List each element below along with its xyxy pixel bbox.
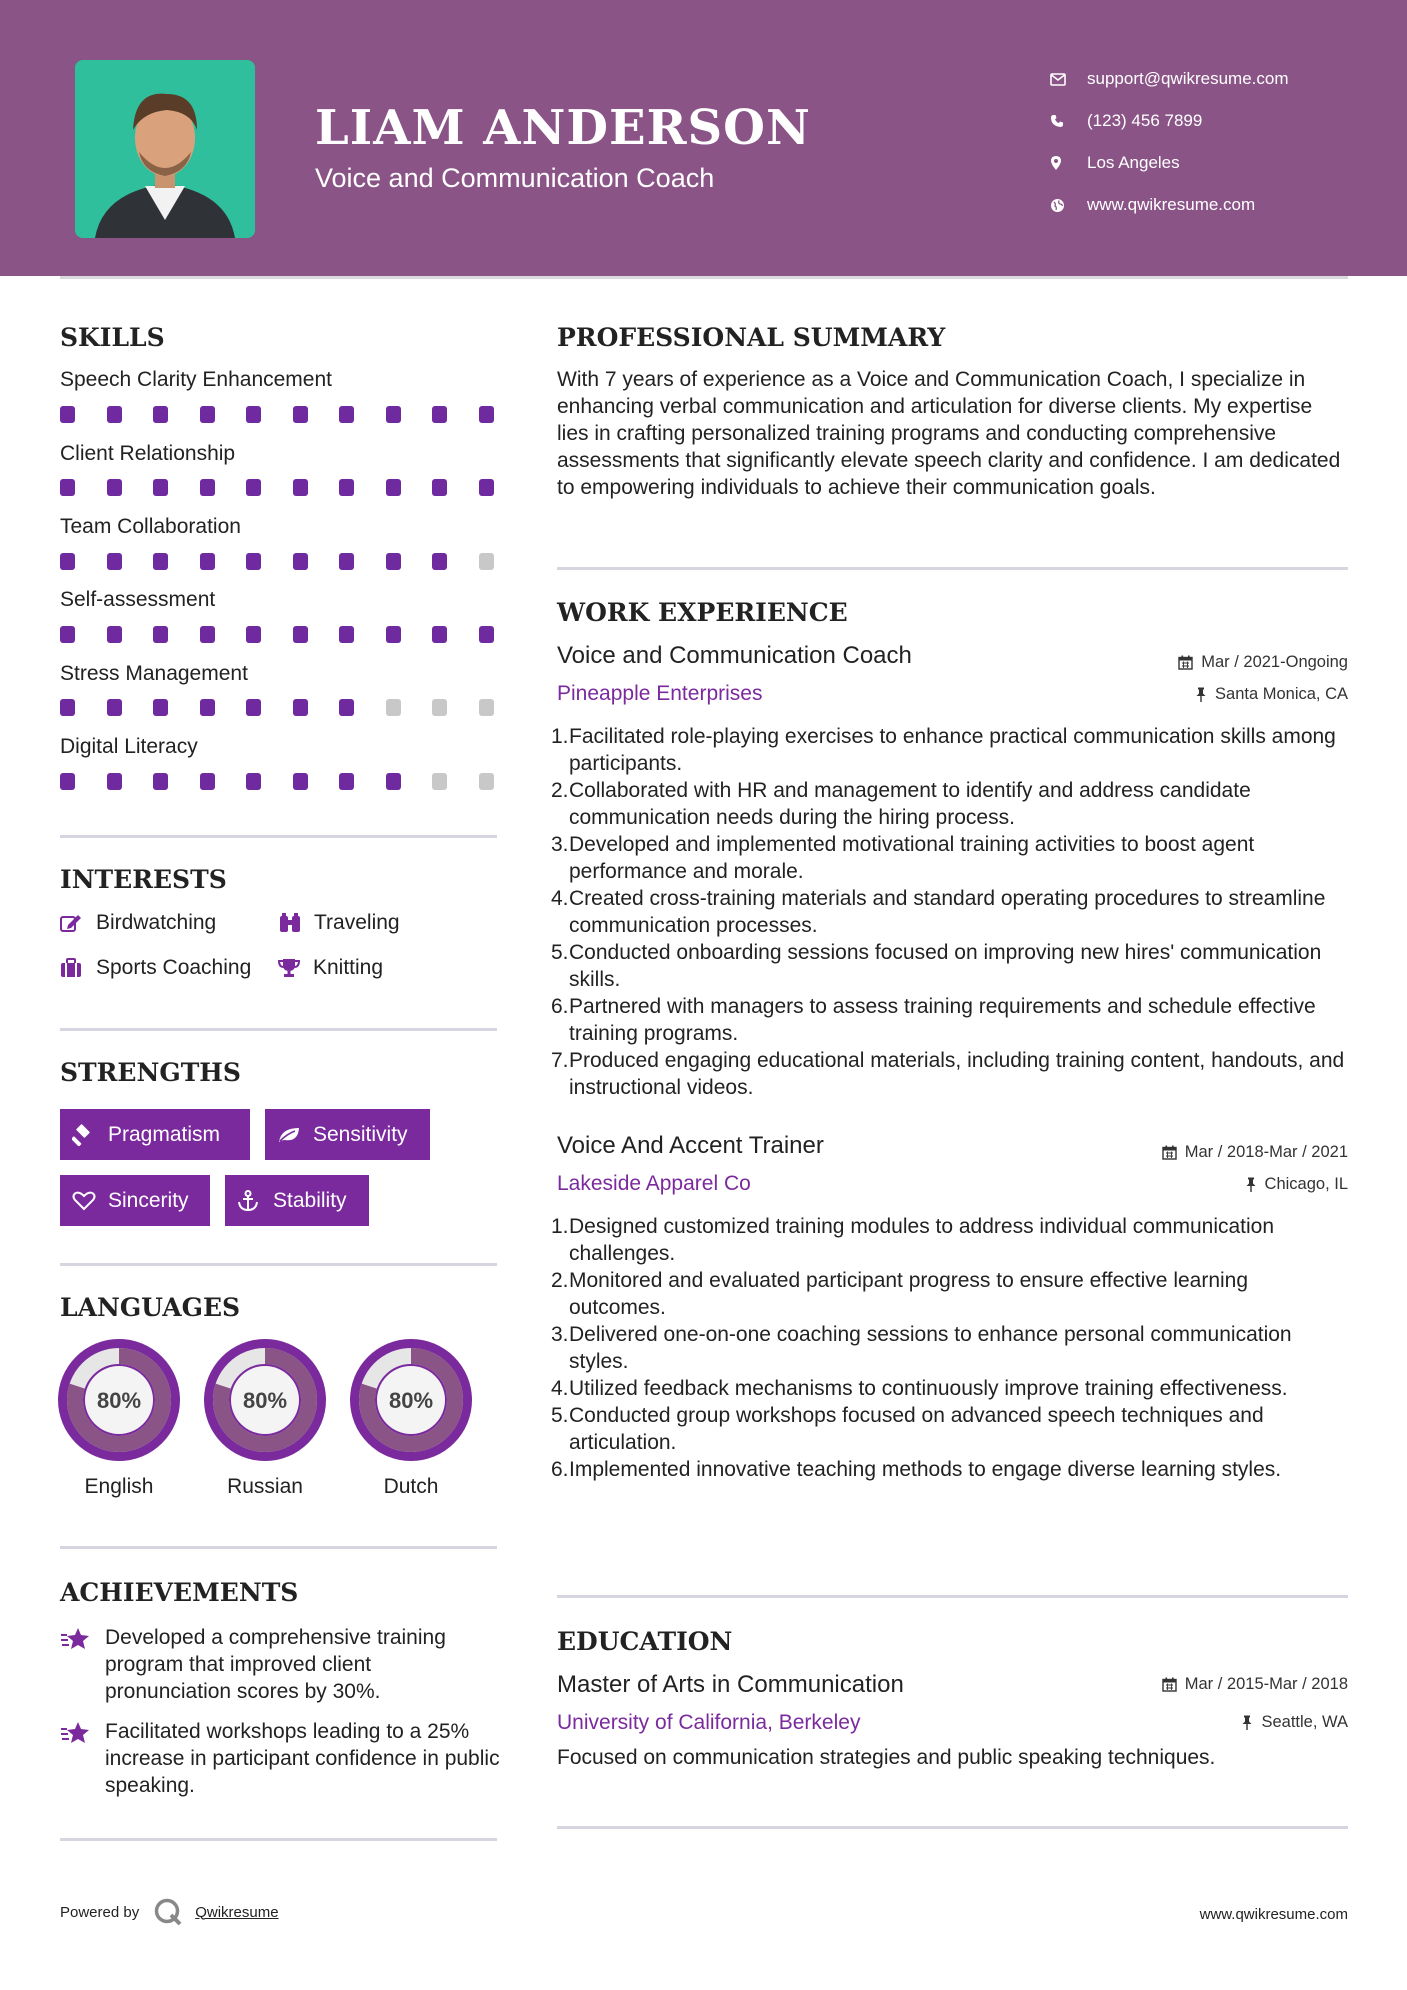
strength-tag	[60, 1109, 250, 1160]
star-badge-icon	[60, 1718, 105, 1799]
contact-phone[interactable]	[1050, 100, 1289, 142]
skill-rating-dot	[479, 626, 494, 643]
achievement-item	[60, 1718, 500, 1799]
bullet-number: 5.	[551, 941, 569, 964]
section-divider	[60, 835, 497, 838]
contact-location-text: Los Angeles	[1087, 153, 1180, 172]
education-description: Focused on communication strategies and public speaking techniques.	[557, 1746, 1216, 1769]
skill-rating-dot	[479, 479, 494, 496]
skill-rating-dot	[339, 553, 354, 570]
skill-rating-dot	[293, 479, 308, 496]
contact-list	[1050, 58, 1289, 226]
contact-website-text: www.qwikresume.com	[1087, 195, 1256, 214]
qwikresume-link[interactable]: Qwikresume	[195, 1903, 279, 1921]
skill-rating-dot	[60, 699, 75, 716]
skill-rating-dot	[107, 406, 122, 423]
skill-rating-dot	[153, 406, 168, 423]
bullet-number: 6.	[551, 995, 569, 1018]
skill-rating-dot	[200, 773, 215, 790]
strength-label: Sincerity	[108, 1188, 189, 1212]
skill-rating-dot	[386, 553, 401, 570]
skill-rating-dot	[153, 773, 168, 790]
bullet-number: 2.	[551, 1269, 569, 1292]
achievement-item	[60, 1624, 500, 1705]
section-divider	[557, 1826, 1348, 1829]
calendar-icon	[1162, 1677, 1177, 1692]
interest-label: Birdwatching	[96, 911, 217, 934]
strength-label: Stability	[273, 1188, 347, 1212]
bullet-text: Created cross-training materials and standard operating procedures to streamline communication processes.	[569, 887, 1326, 937]
skill-rating-dot	[153, 699, 168, 716]
bullet-number: 3.	[551, 833, 569, 856]
bullet-text: Developed and implemented motivational training activities to boost agent performance and morale.	[569, 833, 1255, 883]
skill-rating-dot	[479, 699, 494, 716]
interest-item	[60, 911, 216, 935]
candidate-title: Voice and Communication Coach	[315, 163, 715, 193]
skill-name: Speech Clarity Enhancement	[60, 368, 332, 391]
achievements-heading: ACHIEVEMENTS	[60, 1578, 299, 1607]
bullet-text: Collaborated with HR and management to identify and address candidate communication needs during the hiring process.	[569, 779, 1251, 829]
contact-location	[1050, 142, 1289, 184]
interest-item	[278, 956, 383, 980]
contact-website[interactable]	[1050, 184, 1289, 226]
bullet-text: Implemented innovative teaching methods to engage diverse learning styles.	[569, 1458, 1282, 1481]
school-name: University of California, Berkeley	[557, 1711, 861, 1734]
strength-label: Pragmatism	[108, 1122, 221, 1146]
skill-rating-dot	[479, 773, 494, 790]
skill-rating-dot	[339, 479, 354, 496]
job-bullets	[551, 723, 1347, 1101]
calendar-icon	[1178, 655, 1193, 670]
education-location-text: Seattle, WA	[1261, 1713, 1348, 1731]
bullet-number: 3.	[551, 1323, 569, 1346]
pin-icon	[1241, 1715, 1253, 1730]
section-divider	[60, 1838, 497, 1841]
powered-by-text: Powered by	[60, 1903, 140, 1921]
skill-rating-dot	[293, 406, 308, 423]
skill-rating-dot	[246, 479, 261, 496]
section-divider	[60, 1028, 497, 1031]
skill-rating-dot	[432, 553, 447, 570]
achievement-text: Facilitated workshops leading to a 25% increase in participant confidence in public speaking.	[105, 1720, 500, 1797]
phone-icon	[1050, 114, 1087, 128]
contact-email-text: support@qwikresume.com	[1087, 69, 1289, 88]
interest-label: Knitting	[313, 956, 384, 979]
skill-rating-dot	[60, 773, 75, 790]
experience-heading: WORK EXPERIENCE	[557, 598, 848, 627]
job-bullet	[551, 885, 1347, 939]
bullet-number: 2.	[551, 779, 569, 802]
skill-rating	[60, 626, 500, 643]
job-bullets	[551, 1213, 1347, 1483]
email-icon	[1050, 73, 1087, 86]
location-icon	[1050, 155, 1087, 171]
skill-rating-dot	[200, 406, 215, 423]
skill-rating-dot	[339, 773, 354, 790]
job-bullet	[551, 1375, 1347, 1402]
pin-icon	[1245, 1177, 1257, 1192]
skill-rating	[60, 553, 500, 570]
skill-rating-dot	[200, 699, 215, 716]
skill-rating-dot	[293, 773, 308, 790]
skill-rating-dot	[246, 699, 261, 716]
interests-heading: INTERESTS	[60, 865, 227, 894]
bullet-number: 1.	[551, 1215, 569, 1238]
skills-heading: SKILLS	[60, 323, 165, 352]
skill-rating-dot	[153, 626, 168, 643]
job-bullet	[551, 777, 1347, 831]
strength-tag	[60, 1175, 210, 1226]
bullet-number: 4.	[551, 1377, 569, 1400]
achievement-text: Developed a comprehensive training program that improved client pronunciation scores by 30%.	[105, 1626, 446, 1703]
job-location-text: Santa Monica, CA	[1215, 685, 1348, 703]
language-percent: 80%	[242, 1388, 288, 1413]
skill-rating-dot	[107, 626, 122, 643]
education-dates	[1162, 1675, 1348, 1694]
job-bullet	[551, 1047, 1347, 1101]
skill-rating-dot	[246, 626, 261, 643]
job-location-text: Chicago, IL	[1264, 1175, 1348, 1193]
pin-icon	[1195, 687, 1207, 702]
skill-name: Stress Management	[60, 662, 248, 685]
skill-rating-dot	[479, 553, 494, 570]
bullet-text: Partnered with managers to assess training requirements and schedule effective training programs.	[569, 995, 1316, 1045]
bullet-number: 4.	[551, 887, 569, 910]
section-divider	[60, 1546, 497, 1549]
skill-rating-dot	[200, 553, 215, 570]
gavel-icon	[72, 1124, 108, 1146]
skill-rating-dot	[293, 553, 308, 570]
degree-title: Master of Arts in Communication	[557, 1671, 904, 1698]
job-bullet	[551, 1267, 1347, 1321]
leaf-icon	[277, 1126, 313, 1144]
skill-rating-dot	[107, 479, 122, 496]
bullet-text: Produced engaging educational materials, including training content, handouts, and instructional videos.	[569, 1049, 1345, 1099]
skill-rating-dot	[107, 699, 122, 716]
job-bullet	[551, 1456, 1347, 1483]
interest-item	[278, 911, 400, 935]
star-badge-icon	[60, 1624, 105, 1705]
contact-email[interactable]	[1050, 58, 1289, 100]
bullet-text: Designed customized training modules to address individual communication challenges.	[569, 1215, 1275, 1265]
section-divider	[60, 1263, 497, 1266]
skill-rating-dot	[60, 406, 75, 423]
skill-rating-dot	[107, 773, 122, 790]
languages-heading: LANGUAGES	[60, 1293, 241, 1322]
skill-rating-dot	[60, 626, 75, 643]
skill-rating-dot	[293, 626, 308, 643]
job-dates-text: Mar / 2021-Ongoing	[1201, 653, 1348, 671]
language-ring	[58, 1339, 180, 1461]
skill-rating-dot	[386, 773, 401, 790]
job-bullet	[551, 1321, 1347, 1375]
job-title: Voice and Communication Coach	[557, 642, 912, 669]
summary-text: With 7 years of experience as a Voice and Communication Coach, I specialize in enhancing verbal communication and articulation for diverse clients. My expertise lies in crafting personalized training programs and conducting comprehensive assessments that significantly elevate speech clarity and confidence. I am dedicated to empowering individuals to achieve their communication goals.	[557, 368, 1341, 499]
language-percent: 80%	[96, 1388, 142, 1413]
bullet-number: 6.	[551, 1458, 569, 1481]
job-bullet	[551, 993, 1347, 1047]
job-dates	[1162, 1143, 1348, 1162]
section-divider	[557, 567, 1348, 570]
job-bullet	[551, 723, 1347, 777]
education-location	[1241, 1713, 1348, 1732]
education-heading: EDUCATION	[557, 1627, 733, 1656]
skill-name: Client Relationship	[60, 442, 236, 465]
pencil-square-icon	[60, 913, 96, 933]
qwikresume-logo-icon	[153, 1897, 183, 1927]
skill-rating-dot	[60, 479, 75, 496]
skill-rating-dot	[386, 699, 401, 716]
skill-rating-dot	[386, 406, 401, 423]
skill-rating-dot	[432, 626, 447, 643]
skill-rating-dot	[107, 553, 122, 570]
skill-rating-dot	[432, 699, 447, 716]
education-dates-text: Mar / 2015-Mar / 2018	[1184, 1675, 1348, 1693]
job-location	[1195, 685, 1348, 704]
skill-rating-dot	[293, 699, 308, 716]
bullet-text: Conducted group workshops focused on advanced speech techniques and articulation.	[569, 1404, 1264, 1454]
contact-phone-text: (123) 456 7899	[1087, 111, 1203, 130]
language-name: English	[84, 1475, 154, 1498]
resume-header	[0, 0, 1407, 276]
strength-tag	[225, 1175, 369, 1226]
binoculars-icon	[278, 913, 314, 933]
company-name: Lakeside Apparel Co	[557, 1172, 751, 1195]
heart-icon	[72, 1191, 108, 1211]
bullet-number: 1.	[551, 725, 569, 748]
interest-item	[60, 956, 251, 980]
bullet-number: 7.	[551, 1049, 569, 1072]
header-divider	[60, 276, 1348, 279]
skill-rating-dot	[386, 479, 401, 496]
skill-rating-dot	[479, 406, 494, 423]
skill-rating-dot	[386, 626, 401, 643]
language-name: Russian	[227, 1475, 303, 1498]
bullet-text: Delivered one-on-one coaching sessions to enhance personal communication styles.	[569, 1323, 1292, 1373]
job-title: Voice And Accent Trainer	[557, 1132, 824, 1159]
skill-rating	[60, 773, 500, 790]
strengths-heading: STRENGTHS	[60, 1058, 241, 1087]
skill-rating-dot	[153, 479, 168, 496]
job-dates	[1178, 653, 1348, 672]
interest-label: Sports Coaching	[96, 956, 252, 979]
job-bullet	[551, 1213, 1347, 1267]
skill-rating	[60, 406, 500, 423]
skill-rating	[60, 699, 500, 716]
skill-rating-dot	[339, 699, 354, 716]
job-dates-text: Mar / 2018-Mar / 2021	[1184, 1143, 1348, 1161]
skill-rating-dot	[200, 479, 215, 496]
job-bullet	[551, 1402, 1347, 1456]
footer-website[interactable]: www.qwikresume.com	[1199, 1906, 1348, 1923]
profile-photo	[75, 60, 255, 238]
skill-rating-dot	[432, 406, 447, 423]
skill-rating-dot	[246, 553, 261, 570]
skill-rating-dot	[339, 626, 354, 643]
skill-rating-dot	[246, 773, 261, 790]
trophy-icon	[278, 958, 313, 978]
summary-heading: PROFESSIONAL SUMMARY	[557, 323, 946, 352]
bullet-number: 5.	[551, 1404, 569, 1427]
strength-tag	[265, 1109, 430, 1160]
skill-rating-dot	[153, 553, 168, 570]
skill-name: Team Collaboration	[60, 515, 241, 538]
language-ring	[204, 1339, 326, 1461]
interest-label: Traveling	[314, 911, 400, 934]
skill-rating-dot	[432, 479, 447, 496]
company-name: Pineapple Enterprises	[557, 682, 763, 705]
footer-powered-by	[60, 1897, 279, 1927]
skill-rating-dot	[246, 406, 261, 423]
job-bullet	[551, 831, 1347, 885]
skill-name: Self-assessment	[60, 588, 216, 611]
bullet-text: Facilitated role-playing exercises to enhance practical communication skills among participants.	[569, 725, 1336, 775]
bullet-text: Conducted onboarding sessions focused on improving new hires' communication skills.	[569, 941, 1322, 991]
briefcase-icon	[60, 958, 96, 978]
skill-rating-dot	[339, 406, 354, 423]
language-name: Dutch	[383, 1475, 439, 1498]
skill-rating-dot	[60, 553, 75, 570]
language-ring	[350, 1339, 472, 1461]
candidate-name: LIAM ANDERSON	[315, 100, 811, 156]
job-location	[1245, 1175, 1348, 1194]
job-bullet	[551, 939, 1347, 993]
strength-label: Sensitivity	[313, 1122, 408, 1146]
globe-icon	[1050, 198, 1087, 213]
calendar-icon	[1162, 1145, 1177, 1160]
section-divider	[557, 1595, 1348, 1598]
skill-rating-dot	[432, 773, 447, 790]
skill-name: Digital Literacy	[60, 735, 198, 758]
skill-rating	[60, 479, 500, 496]
bullet-text: Utilized feedback mechanisms to continuously improve training effectiveness.	[569, 1377, 1288, 1400]
skill-rating-dot	[200, 626, 215, 643]
anchor-icon	[237, 1190, 273, 1212]
language-percent: 80%	[388, 1388, 434, 1413]
bullet-text: Monitored and evaluated participant progress to ensure effective learning outcomes.	[569, 1269, 1249, 1319]
